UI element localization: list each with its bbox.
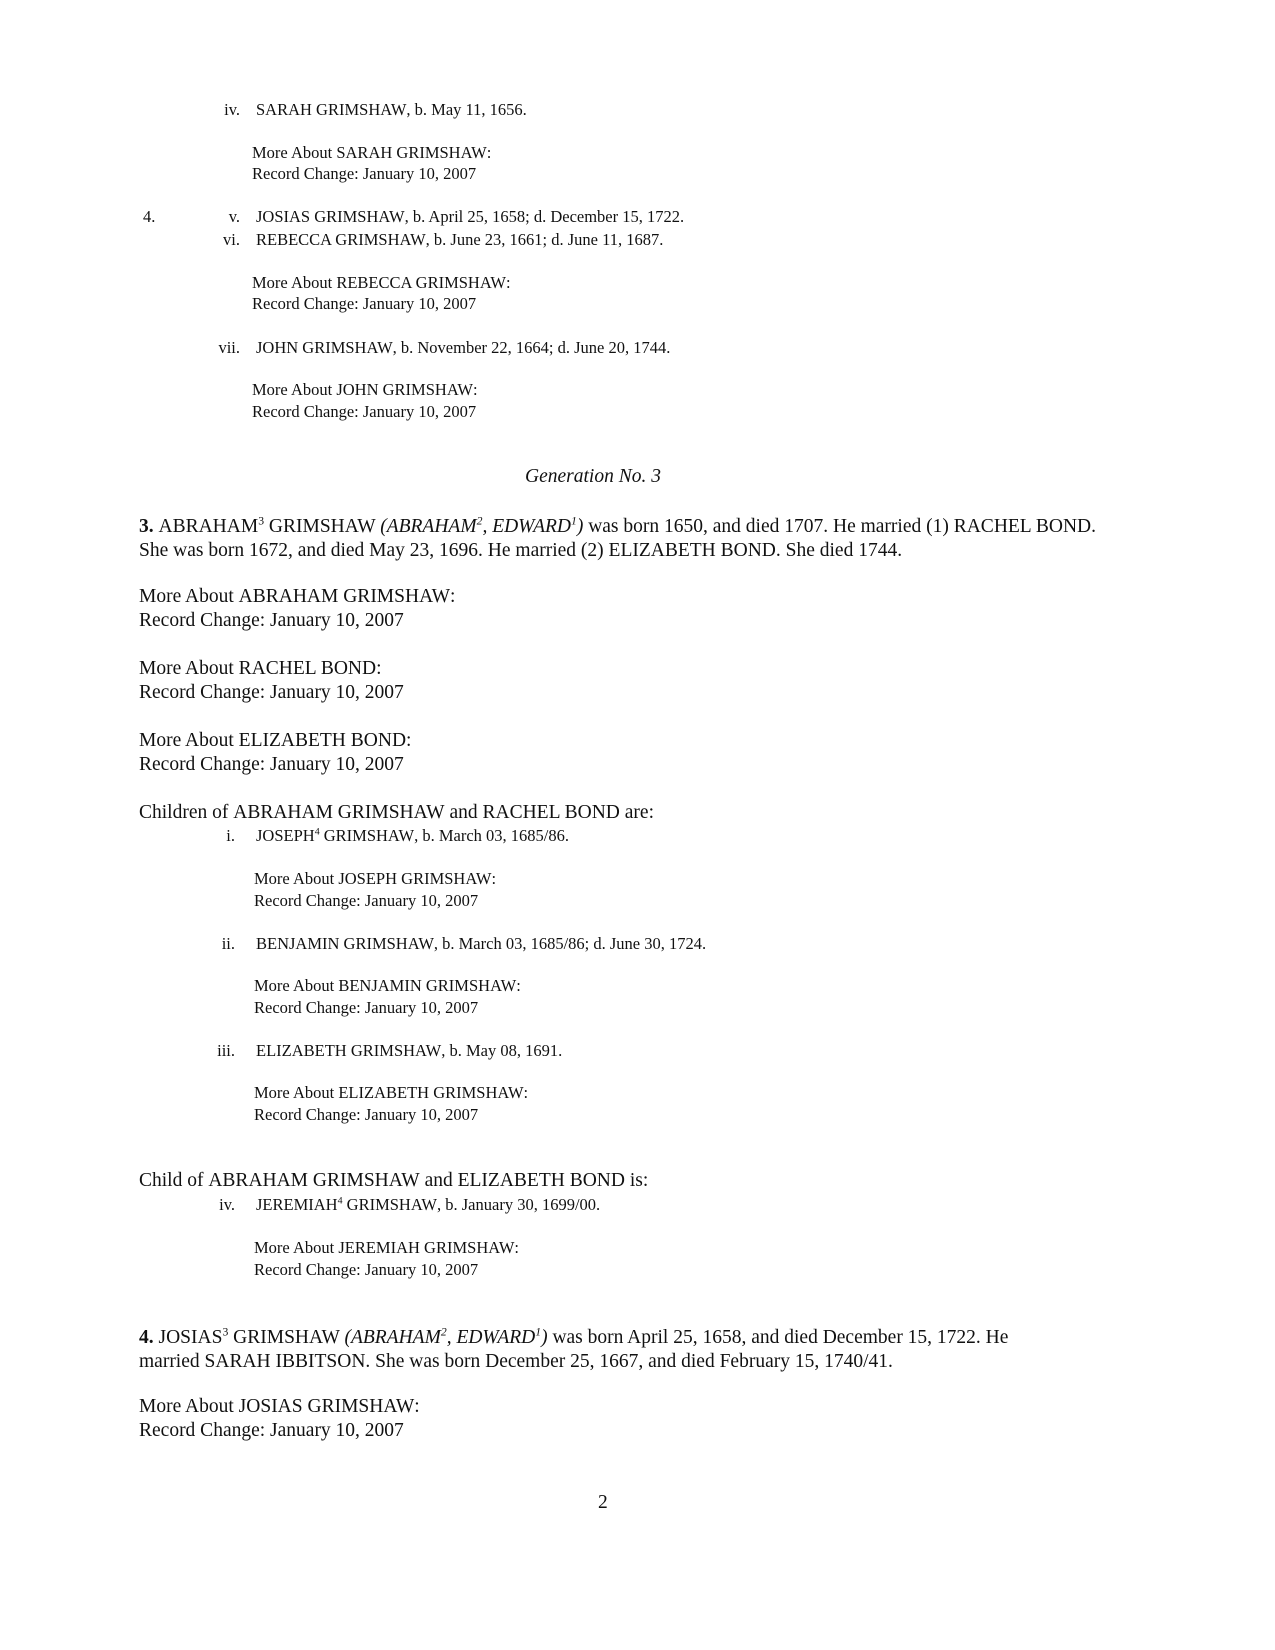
heading-name: RACHEL BOND xyxy=(482,802,620,823)
more-about-name: ABRAHAM GRIMSHAW xyxy=(238,586,451,607)
more-about-prefix: More About xyxy=(254,869,339,888)
heading-name: ABRAHAM GRIMSHAW xyxy=(208,1170,420,1191)
generation-sup: 4 xyxy=(337,1195,343,1207)
more-about-prefix: More About xyxy=(252,380,337,399)
child-name xyxy=(256,1195,437,1214)
more-about-prefix: More About xyxy=(139,730,239,751)
person-text: was born 1650, and died 1707. He married (1) xyxy=(583,516,954,537)
child-first-name: JEREMIAH xyxy=(256,1195,338,1214)
more-about-name: JOHN GRIMSHAW xyxy=(336,380,473,399)
child-facts: , b. November 22, 1664; d. June 20, 1744. xyxy=(392,338,671,357)
record-change: Record Change: January 10, 2007 xyxy=(252,164,477,183)
child-surname: GRIMSHAW xyxy=(342,1195,438,1214)
heading-text: and xyxy=(444,802,483,823)
person-surname: GRIMSHAW xyxy=(264,516,381,537)
child-name: JOSIAS GRIMSHAW xyxy=(256,207,405,226)
more-about xyxy=(254,1238,519,1258)
child-facts: , b. March 03, 1685/86. xyxy=(414,826,570,845)
more-about-suffix: : xyxy=(516,976,521,995)
children-heading xyxy=(139,1170,648,1192)
record-change: Record Change: January 10, 2007 xyxy=(139,754,404,775)
spouse-name: ELIZABETH BOND xyxy=(608,540,776,561)
more-about xyxy=(139,658,382,680)
generation-sup: 4 xyxy=(314,826,320,838)
more-about xyxy=(254,1083,528,1103)
more-about-prefix: More About xyxy=(252,273,337,292)
spouse-name: SARAH IBBITSON xyxy=(204,1351,366,1372)
generation-sup: 3 xyxy=(222,1325,229,1339)
child-facts: , b. March 03, 1685/86; d. June 30, 1724. xyxy=(433,934,707,953)
record-change: Record Change: January 10, 2007 xyxy=(254,998,479,1017)
person-text: She was born 1672, and died May 23, 1696. He married (2) xyxy=(139,540,609,561)
heading-text: Children of xyxy=(139,802,234,823)
more-about-suffix: : xyxy=(514,1238,519,1257)
more-about xyxy=(254,869,496,889)
lineage-part: , EDWARD xyxy=(482,516,571,537)
heading-name: ABRAHAM GRIMSHAW xyxy=(233,802,445,823)
child-name: SARAH GRIMSHAW xyxy=(256,100,407,119)
lineage-sup: 2 xyxy=(476,514,483,528)
heading-name: ELIZABETH BOND xyxy=(457,1170,625,1191)
person-line-1 xyxy=(139,1327,1008,1349)
person-line-2 xyxy=(139,540,902,562)
more-about-name: ELIZABETH BOND xyxy=(238,730,407,751)
child-name: BENJAMIN GRIMSHAW xyxy=(256,934,434,953)
heading-text: Child of xyxy=(139,1170,209,1191)
more-about-suffix: : xyxy=(450,586,456,607)
lineage-part: , EDWARD xyxy=(446,1327,536,1348)
person-name xyxy=(159,1327,345,1348)
child-roman: vi. xyxy=(223,230,240,249)
child-roman: i. xyxy=(226,826,235,845)
more-about-prefix: More About xyxy=(139,586,239,607)
more-about-prefix: More About xyxy=(139,658,239,679)
more-about-suffix: : xyxy=(523,1083,529,1102)
record-change: Record Change: January 10, 2007 xyxy=(139,1420,404,1441)
lineage-sup: 1 xyxy=(535,1325,542,1339)
record-change: Record Change: January 10, 2007 xyxy=(254,1260,479,1279)
person-text: . She was born December 25, 1667, and died February 15, 1740/41. xyxy=(365,1351,893,1372)
more-about-suffix: : xyxy=(376,658,382,679)
child-first-name: JOSEPH xyxy=(256,826,315,845)
more-about xyxy=(139,1396,420,1418)
child-roman: vii. xyxy=(218,338,240,357)
child-line xyxy=(256,338,670,358)
child-ref-number: 4. xyxy=(143,207,156,226)
more-about-name: JOSIAS GRIMSHAW xyxy=(238,1396,415,1417)
child-surname: GRIMSHAW xyxy=(319,826,415,845)
more-about-suffix: : xyxy=(406,730,412,751)
more-about xyxy=(252,380,478,400)
more-about-prefix: More About xyxy=(139,1396,239,1417)
person-text: . xyxy=(1091,516,1096,537)
lineage-part: (ABRAHAM xyxy=(380,516,477,537)
more-about-prefix: More About xyxy=(254,1238,339,1257)
more-about-suffix: : xyxy=(414,1396,420,1417)
person-text: . She died 1744. xyxy=(775,540,903,561)
more-about-name: RACHEL BOND xyxy=(238,658,377,679)
person-surname: GRIMSHAW xyxy=(228,1327,345,1348)
record-change: Record Change: January 10, 2007 xyxy=(139,682,404,703)
more-about-name: REBECCA GRIMSHAW xyxy=(336,273,507,292)
record-change: Record Change: January 10, 2007 xyxy=(252,402,477,421)
lineage xyxy=(344,1327,547,1348)
child-line xyxy=(256,826,569,846)
lineage-part: ) xyxy=(576,516,584,537)
child-name: REBECCA GRIMSHAW xyxy=(256,230,426,249)
more-about-name: JEREMIAH GRIMSHAW xyxy=(338,1238,515,1257)
lineage-sup: 2 xyxy=(440,1325,447,1339)
child-roman: v. xyxy=(228,207,240,226)
more-about-suffix: : xyxy=(506,273,511,292)
child-line xyxy=(256,100,527,120)
child-facts: , b. May 08, 1691. xyxy=(441,1041,563,1060)
child-line xyxy=(256,207,684,227)
person-line-1 xyxy=(139,516,1096,538)
child-name xyxy=(256,826,414,845)
child-facts: , b. April 25, 1658; d. December 15, 1722. xyxy=(404,207,685,226)
child-name: JOHN GRIMSHAW xyxy=(256,338,393,357)
child-line xyxy=(256,934,706,954)
children-heading xyxy=(139,802,654,824)
heading-text: is: xyxy=(624,1170,649,1191)
more-about xyxy=(252,143,491,163)
child-name: ELIZABETH GRIMSHAW xyxy=(256,1041,442,1060)
lineage xyxy=(380,516,583,537)
child-roman: iv. xyxy=(219,1195,235,1214)
more-about-prefix: More About xyxy=(254,1083,339,1102)
lineage-part: (ABRAHAM xyxy=(344,1327,441,1348)
child-facts: , b. June 23, 1661; d. June 11, 1687. xyxy=(425,230,664,249)
more-about-name: SARAH GRIMSHAW xyxy=(336,143,487,162)
person-first-name: JOSIAS xyxy=(158,1327,223,1348)
more-about xyxy=(139,586,455,608)
heading-text: and xyxy=(419,1170,458,1191)
more-about-suffix: : xyxy=(491,869,497,888)
more-about xyxy=(254,976,521,996)
record-change: Record Change: January 10, 2007 xyxy=(139,610,404,631)
more-about-name: BENJAMIN GRIMSHAW xyxy=(338,976,517,995)
person-name xyxy=(159,516,381,537)
generation-heading: Generation No. 3 xyxy=(525,466,661,487)
spouse-name: RACHEL BOND xyxy=(953,516,1092,537)
child-line xyxy=(256,230,663,250)
child-facts: , b. January 30, 1699/00. xyxy=(437,1195,601,1214)
page-number: 2 xyxy=(598,1492,608,1513)
more-about-prefix: More About xyxy=(252,143,337,162)
record-change: Record Change: January 10, 2007 xyxy=(254,891,479,910)
child-roman: ii. xyxy=(221,934,235,953)
person-number: 4. xyxy=(139,1327,154,1348)
person-number: 3. xyxy=(139,516,154,537)
person-text: was born April 25, 1658, and died December 15, 1722. He xyxy=(547,1327,1009,1348)
person-line-2 xyxy=(139,1351,893,1373)
more-about xyxy=(252,273,511,293)
record-change: Record Change: January 10, 2007 xyxy=(252,294,477,313)
more-about-suffix: : xyxy=(486,143,492,162)
more-about-name: JOSEPH GRIMSHAW xyxy=(338,869,492,888)
lineage-sup: 1 xyxy=(570,514,577,528)
more-about-suffix: : xyxy=(472,380,478,399)
child-line xyxy=(256,1195,600,1215)
generation-sup: 3 xyxy=(258,514,265,528)
more-about xyxy=(139,730,411,752)
heading-text: are: xyxy=(619,802,654,823)
more-about-prefix: More About xyxy=(254,976,339,995)
lineage-part: ) xyxy=(541,1327,548,1348)
child-roman: iv. xyxy=(224,100,240,119)
child-roman: iii. xyxy=(217,1041,235,1060)
person-first-name: ABRAHAM xyxy=(158,516,259,537)
child-facts: , b. May 11, 1656. xyxy=(406,100,527,119)
person-text: married xyxy=(139,1351,205,1372)
child-line xyxy=(256,1041,562,1061)
record-change: Record Change: January 10, 2007 xyxy=(254,1105,479,1124)
more-about-name: ELIZABETH GRIMSHAW xyxy=(338,1083,524,1102)
